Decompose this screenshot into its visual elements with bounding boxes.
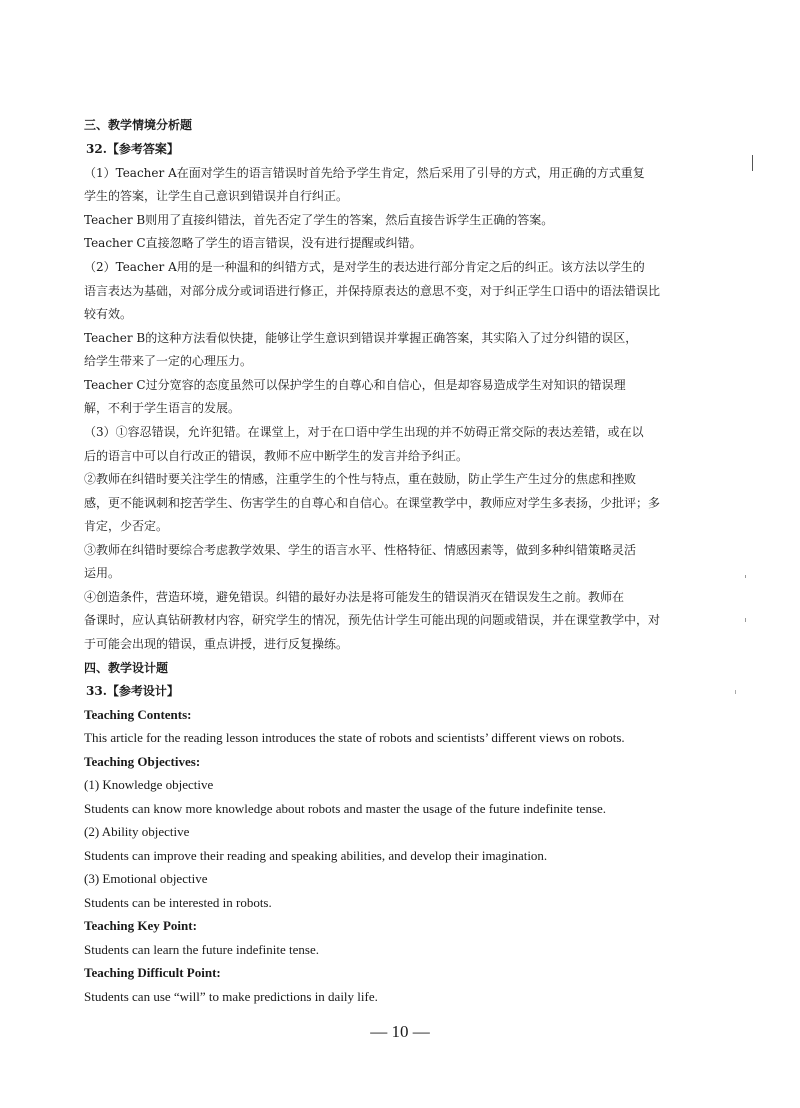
question-32-label: 32.【参考答案】: [86, 142, 179, 156]
teaching-contents-text: This article for the reading lesson introduces the state of robots and scientists’ different views on robots.: [84, 730, 625, 745]
answer-paragraph-5-cont: 给学生带来了一定的心理压力。: [84, 354, 253, 368]
answer-paragraph-3: Teacher C直接忽略了学生的语言错误，没有进行提醒或纠错。: [84, 236, 422, 250]
answer-paragraph-10-cont2: 于可能会出现的错误，重点讲授，进行反复操练。: [84, 637, 349, 651]
key-point-heading: Teaching Key Point:: [84, 918, 197, 933]
answer-paragraph-8-cont2: 肯定，少否定。: [84, 519, 169, 533]
scan-artifact: [735, 690, 736, 694]
answer-paragraph-7: （3）①容忍错误，允许犯错。在课堂上，对于在口语中学生出现的并不妨碍正常交际的表达差错，或在以: [84, 425, 644, 439]
answer-paragraph-5: Teacher B的这种方法看似快捷，能够让学生意识到错误并掌握正确答案，其实陷入了过分纠错的误区，: [84, 331, 638, 345]
section-4-heading: 四、教学设计题: [84, 661, 169, 675]
answer-paragraph-10-cont: 备课时，应认真钻研教材内容，研究学生的情况，预先估计学生可能出现的问题或错误，并在课堂教学中，对: [84, 613, 661, 627]
objective-3-text: Students can be interested in robots.: [84, 895, 272, 910]
answer-paragraph-6-cont: 解，不利于学生语言的发展。: [84, 401, 241, 415]
answer-paragraph-2: Teacher B则用了直接纠错法，首先否定了学生的答案，然后直接告诉学生正确的答案。: [84, 213, 554, 227]
question-33-label: 33.【参考设计】: [86, 684, 179, 698]
objective-2-label: (2) Ability objective: [84, 824, 190, 839]
section-3-heading: 三、教学情境分析题: [84, 118, 193, 132]
teaching-contents-heading: Teaching Contents:: [84, 707, 192, 722]
answer-paragraph-4-cont2: 较有效。: [84, 307, 133, 321]
answer-paragraph-8-cont: 感，更不能讽刺和挖苦学生、伤害学生的自尊心和自信心。在课堂教学中，教师应对学生多表扬，少批评；多: [84, 496, 661, 510]
answer-paragraph-10: ④创造条件，营造环境，避免错误。纠错的最好办法是将可能发生的错误消灭在错误发生之前。教师在: [84, 590, 625, 604]
answer-paragraph-1-cont: 学生的答案，让学生自己意识到错误并自行纠正。: [84, 189, 349, 203]
objective-2-text: Students can improve their reading and speaking abilities, and develop their imagination.: [84, 848, 548, 863]
answer-paragraph-9-cont: 运用。: [84, 566, 121, 580]
objective-1-label: (1) Knowledge objective: [84, 777, 214, 792]
scan-artifact: [745, 575, 746, 578]
objective-1-text: Students can know more knowledge about robots and master the usage of the future indefinite tense.: [84, 801, 607, 816]
key-point-text: Students can learn the future indefinite tense.: [84, 942, 320, 957]
answer-paragraph-4: （2）Teacher A用的是一种温和的纠错方式，是对学生的表达进行部分肯定之后的纠正。该方法以学生的: [84, 260, 645, 274]
answer-paragraph-6: Teacher C过分宽容的态度虽然可以保护学生的自尊心和自信心，但是却容易造成学生对知识的错误理: [84, 378, 626, 392]
scan-artifact: [752, 155, 753, 171]
answer-paragraph-1: （1）Teacher A在面对学生的语言错误时首先给予学生肯定，然后采用了引导的方式，用正确的方式重复: [84, 166, 645, 180]
objective-3-label: (3) Emotional objective: [84, 871, 208, 886]
answer-paragraph-7-cont: 后的语言中可以自行改正的错误，教师不应中断学生的发言并给予纠正。: [84, 449, 469, 463]
difficult-point-text: Students can use “will” to make predictions in daily life.: [84, 989, 378, 1004]
answer-paragraph-4-cont: 语言表达为基础，对部分成分或词语进行修正，并保持原表达的意思不变，对于纠正学生口语中的语法错误比: [84, 284, 661, 298]
answer-paragraph-9: ③教师在纠错时要综合考虑教学效果、学生的语言水平、性格特征、情感因素等，做到多种纠错策略灵活: [84, 543, 637, 557]
teaching-objectives-heading: Teaching Objectives:: [84, 754, 201, 769]
difficult-point-heading: Teaching Difficult Point:: [84, 965, 221, 980]
answer-paragraph-8: ②教师在纠错时要关注学生的情感，注重学生的个性与特点，重在鼓励，防止学生产生过分的焦虑和挫败: [84, 472, 637, 486]
scan-artifact: [745, 618, 746, 622]
page-number: — 10 —: [370, 1022, 430, 1041]
